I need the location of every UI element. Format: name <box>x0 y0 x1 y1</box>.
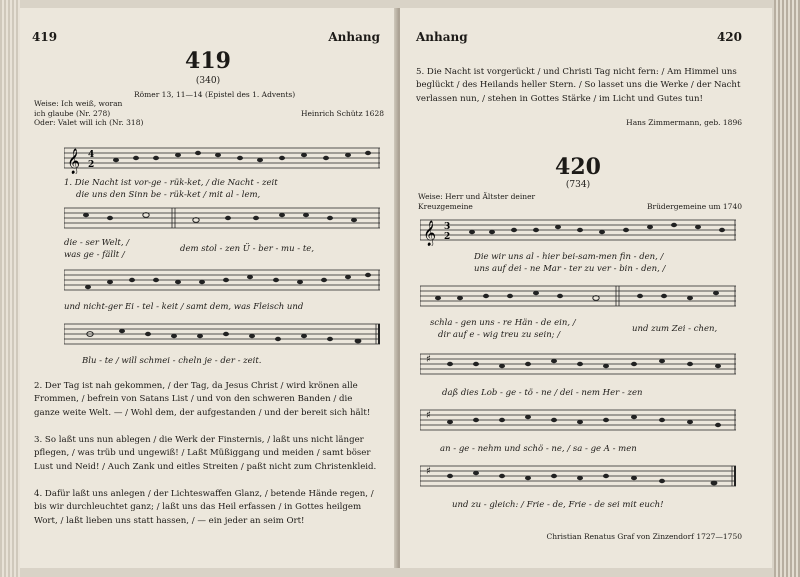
lyrics-2a: die - ser Welt, / <box>64 238 130 248</box>
music-staff-2 <box>64 204 380 222</box>
right-page-edge <box>774 0 800 577</box>
page-number-left: 419 <box>32 30 58 44</box>
svg-text:♯: ♯ <box>426 410 431 421</box>
lyrics-420-1b: uns auf dei - ne Mar - ter zu ver - bin - den, / <box>474 264 666 274</box>
svg-text:♯: ♯ <box>426 354 431 365</box>
svg-text:3: 3 <box>444 222 451 232</box>
lyrics-420-1a: Die wir uns al - hier bei-sam-men fin - den, / <box>474 252 664 262</box>
composer: Heinrich Schütz 1628 <box>300 109 384 118</box>
svg-text:♯: ♯ <box>426 466 431 477</box>
hymn-sub-number-420: (734) <box>565 180 591 190</box>
left-page <box>20 8 397 568</box>
lyrics-420-5: und zu - gleich: / Frie - de, Frie - de sei mit euch! <box>452 500 664 510</box>
left-page-edge <box>0 0 20 577</box>
svg-text:𝄞: 𝄞 <box>423 221 437 246</box>
music-staff-420-2 <box>420 282 736 300</box>
lyrics-420-2a: schla - gen uns - re Hän - de ein, / <box>430 318 576 328</box>
author-420: Christian Renatus Graf von Zinzendorf 1727—1750 <box>546 532 742 541</box>
tune-line-420-1: Weise: Herr und Ältster deiner <box>418 192 536 201</box>
lyrics-420-2c: und zum Zei - chen, <box>632 324 718 334</box>
running-header-left: Anhang <box>328 30 380 44</box>
verse-2: 2. Der Tag ist nah gekommen, / der Tag, da Jesus Christ / wird krönen alle Frommen, / befrein von Satans List / und von den schweren Banden / die ganze weite Welt. — / Wohl dem, der aufgestanden / und der bereit sich hält! <box>34 381 371 418</box>
hymn-number-420: 420 <box>555 154 601 180</box>
verse-3: 3. So laßt uns nun ablegen / die Werk der Finsternis, / laßt uns nicht länger pflegen, / was trüb und ungewiß! / Laßt Müßiggang und meiden / samt böser Lust und Neid! / Auch Zank und eitles Streiten / paßt nicht zum Christenkleid. <box>34 435 377 472</box>
lyrics-2c: dem stol - zen Ü - ber - mu - te, <box>180 244 315 254</box>
page-number-right: 420 <box>716 30 742 44</box>
music-staff-420-4 <box>420 406 736 424</box>
music-staff-420-3 <box>420 350 736 368</box>
running-header-right: Anhang <box>416 30 468 44</box>
lyrics-3: und nicht-ger Ei - tel - keit / samt dem, was Fleisch und <box>64 302 304 312</box>
music-staff-1 <box>64 144 380 174</box>
lyrics-4: Blu - te / will schmei - cheln je - der - zeit. <box>82 356 262 366</box>
lyrics-2b: was ge - fällt / <box>64 250 125 260</box>
verse-5-author: Hans Zimmermann, geb. 1896 <box>626 118 742 127</box>
svg-text:2: 2 <box>88 160 95 170</box>
tune-line-420-2: Kreuzgemeine <box>418 202 473 211</box>
lyrics-420-2b: dir auf e - wig treu zu sein; / <box>438 330 561 340</box>
hymn-number-419: 419 <box>185 48 231 74</box>
verse-4: 4. Dafür laßt uns anlegen / der Lichteswaffen Glanz, / betende Hände regen, / bis wir durchleuchtet ganz; / laßt uns das Heil erfassen / in Gottes heilgem Wort, / laßt lieben uns statt hassen, / — ein jeder an seim Ort! <box>34 489 374 526</box>
svg-text:𝄞: 𝄞 <box>67 149 81 174</box>
lyrics-420-4: an - ge - nehm und schö - ne, / sa - ge A - men <box>440 444 637 454</box>
right-page <box>400 8 772 568</box>
verse-5: 5. Die Nacht ist vorgerückt / und Christi Tag nicht fern: / Am Himmel uns beglückt / des Heilands heller Stern. / So lasset uns die Werke / der Nacht verlassen nun, / stehen in Gottes Stärke / im Licht und Gutes tun! <box>416 67 741 104</box>
tune-line-2: ich glaube (Nr. 278) <box>34 109 111 118</box>
music-staff-3 <box>64 266 380 284</box>
lyrics-1b: die uns den Sinn be - rük-ket / mit al - lem, <box>76 190 261 200</box>
hymn-sub-number: (340) <box>195 76 221 86</box>
music-staff-4 <box>64 320 380 338</box>
tune-line-1: Weise: Ich weiß, woran <box>34 99 123 108</box>
scripture-reference: Römer 13, 11—14 (Epistel des 1. Advents) <box>134 90 296 99</box>
svg-text:2: 2 <box>444 232 451 242</box>
svg-text:4: 4 <box>88 150 95 160</box>
tune-line-3: Oder: Valet will ich (Nr. 318) <box>34 118 144 127</box>
lyrics-1a: 1. Die Nacht ist vor-ge - rük-ket, / die Nacht - zeit <box>64 178 278 188</box>
composer-420: Brüdergemeine um 1740 <box>646 202 742 211</box>
lyrics-420-3: daß dies Lob - ge - tö - ne / dei - nem Her - zen <box>442 388 643 398</box>
music-staff-420-5 <box>420 462 736 480</box>
music-staff-420-1 <box>420 216 736 246</box>
